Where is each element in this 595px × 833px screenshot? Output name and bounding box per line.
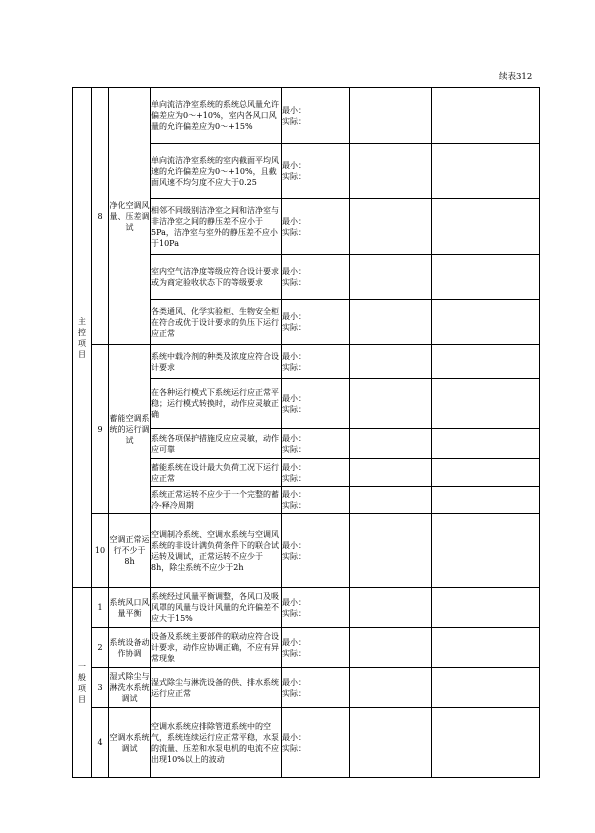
remark-cell[interactable]	[432, 379, 540, 429]
remark-cell[interactable]	[432, 144, 540, 199]
result-cell[interactable]	[350, 487, 432, 514]
remark-cell[interactable]	[432, 668, 540, 708]
remark-cell[interactable]	[432, 255, 540, 300]
item-number: 3	[92, 668, 109, 708]
remark-cell[interactable]	[432, 459, 540, 487]
requirement-cell: 系统经过风量平衡调整，各风口及吸风罩的风量与设计风量的允许偏差不应大于15%	[151, 588, 282, 628]
inspection-table	[72, 87, 540, 778]
measurement-cell[interactable]: 最小： 实际：	[282, 255, 350, 300]
requirement-cell: 空调水系统应排除管道系统中的空气，系统连续运行应正常平稳，水泵的流量、压差和水泵电机的电流不应出现10%以上的波动	[151, 708, 282, 778]
category-cell: 一般项目	[73, 588, 92, 778]
requirement-cell: 各类通风、化学实验柜、生物安全柜在符合或优于设计要求的负压下运行应正常	[151, 300, 282, 345]
remark-cell[interactable]	[432, 429, 540, 459]
result-cell[interactable]	[350, 514, 432, 588]
requirement-cell: 空调制冷系统、空调水系统与空调风系统的非设计满负荷条件下的联合试运转及调试，正常运转不应少于8h，除尘系统不应少于2h	[151, 514, 282, 588]
measurement-cell[interactable]: 最小： 实际：	[282, 88, 350, 144]
remark-cell[interactable]	[432, 199, 540, 255]
result-cell[interactable]	[350, 708, 432, 778]
measurement-cell[interactable]: 最小： 实际：	[282, 345, 350, 379]
remark-cell[interactable]	[432, 300, 540, 345]
item-number: 9	[92, 345, 109, 514]
item-name: 系统设备动作协调	[109, 628, 151, 668]
requirement-cell: 系统正常运转不应少于一个完整的蓄冷-释冷周期	[151, 487, 282, 514]
requirement-cell: 室内空气洁净度等级应符合设计要求或为商定验收状态下的等级要求	[151, 255, 282, 300]
table-row	[73, 345, 540, 379]
requirement-cell: 在各种运行模式下系统运行应正常平稳；运行模式转换时，动作应灵敏正确	[151, 379, 282, 429]
table-row	[73, 88, 540, 144]
result-cell[interactable]	[350, 345, 432, 379]
result-cell[interactable]	[350, 588, 432, 628]
remark-cell[interactable]	[432, 88, 540, 144]
result-cell[interactable]	[350, 429, 432, 459]
item-name: 系统风口风量平衡	[109, 588, 151, 628]
item-number: 8	[92, 88, 109, 345]
item-number: 2	[92, 628, 109, 668]
result-cell[interactable]	[350, 199, 432, 255]
item-number: 10	[92, 514, 109, 588]
measurement-cell[interactable]: 最小： 实际：	[282, 487, 350, 514]
item-number: 1	[92, 588, 109, 628]
result-cell[interactable]	[350, 628, 432, 668]
measurement-cell[interactable]: 最小： 实际：	[282, 708, 350, 778]
item-name: 空调正常运行不少于8h	[109, 514, 151, 588]
requirement-cell: 系统各项保护措施反应应灵敏，动作应可靠	[151, 429, 282, 459]
remark-cell[interactable]	[432, 487, 540, 514]
measurement-cell[interactable]: 最小： 实际：	[282, 459, 350, 487]
measurement-cell[interactable]: 最小： 实际：	[282, 588, 350, 628]
requirement-cell: 设备及系统主要部件的联动应符合设计要求，动作应协调正确，不应有异常现象	[151, 628, 282, 668]
requirement-cell: 湿式除尘与淋洗设备的供、排水系统运行应正常	[151, 668, 282, 708]
item-name: 蓄能空调系统的运行调试	[109, 345, 151, 514]
category-cell: 主控项目	[73, 88, 92, 588]
measurement-cell[interactable]: 最小： 实际：	[282, 668, 350, 708]
result-cell[interactable]	[350, 459, 432, 487]
result-cell[interactable]	[350, 144, 432, 199]
page-label: 续表312	[499, 72, 533, 82]
table-row	[73, 588, 540, 628]
requirement-cell: 单向流洁净室系统的室内截面平均风速的允许偏差应为0～+10%，且截面风速不均匀度不应大于0.25	[151, 144, 282, 199]
remark-cell[interactable]	[432, 588, 540, 628]
result-cell[interactable]	[350, 668, 432, 708]
measurement-cell[interactable]: 最小： 实际：	[282, 199, 350, 255]
requirement-cell: 相邻不同级别洁净室之间和洁净室与非洁净室之间的静压差不应小于5Pa，洁净室与室外的静压差不应小于10Pa	[151, 199, 282, 255]
requirement-cell: 单向流洁净室系统的系统总风量允许偏差应为0～+10%，室内各风口风量的允许偏差应为0～+15%	[151, 88, 282, 144]
table-row	[73, 708, 540, 778]
remark-cell[interactable]	[432, 628, 540, 668]
measurement-cell[interactable]: 最小： 实际：	[282, 300, 350, 345]
remark-cell[interactable]	[432, 514, 540, 588]
measurement-cell[interactable]: 最小： 实际：	[282, 379, 350, 429]
measurement-cell[interactable]: 最小： 实际：	[282, 514, 350, 588]
table-row	[73, 514, 540, 588]
item-name: 净化空调风量、压差调试	[109, 88, 151, 345]
result-cell[interactable]	[350, 300, 432, 345]
result-cell[interactable]	[350, 255, 432, 300]
remark-cell[interactable]	[432, 708, 540, 778]
table-row	[73, 668, 540, 708]
result-cell[interactable]	[350, 88, 432, 144]
requirement-cell: 系统中载冷剂的种类及浓度应符合设计要求	[151, 345, 282, 379]
measurement-cell[interactable]: 最小： 实际：	[282, 628, 350, 668]
result-cell[interactable]	[350, 379, 432, 429]
item-name: 空调水系统调试	[109, 708, 151, 778]
item-name: 湿式除尘与淋洗水系统调试	[109, 668, 151, 708]
measurement-cell[interactable]: 最小： 实际：	[282, 429, 350, 459]
table-row	[73, 628, 540, 668]
measurement-cell[interactable]: 最小： 实际：	[282, 144, 350, 199]
requirement-cell: 蓄能系统在设计最大负荷工况下运行应正常	[151, 459, 282, 487]
item-number: 4	[92, 708, 109, 778]
remark-cell[interactable]	[432, 345, 540, 379]
